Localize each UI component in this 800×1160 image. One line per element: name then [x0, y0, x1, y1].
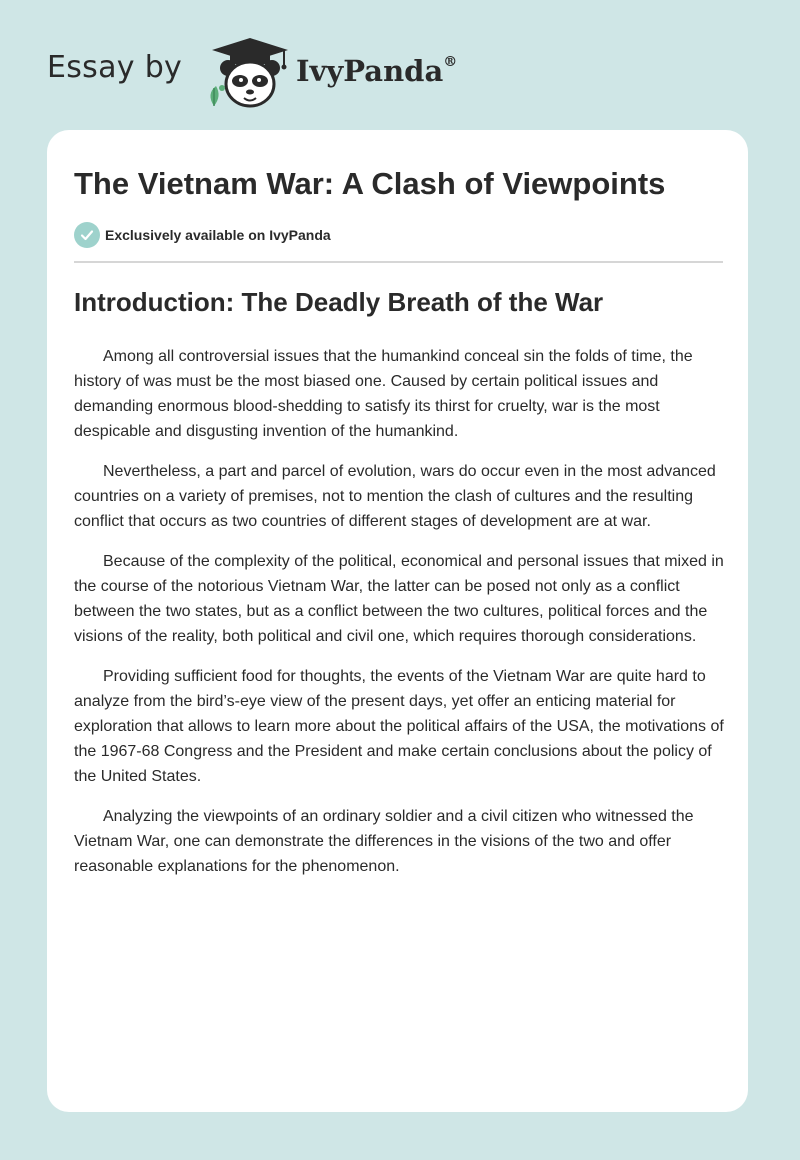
brand-name[interactable] — [296, 54, 457, 88]
paragraph: Analyzing the viewpoints of an ordinary soldier and a civil citizen who witnessed the Vietnam War, one can demonstrate the differences in the visions of the two and offer reasonable explanations for the phenomenon. — [74, 808, 694, 875]
section-heading: Introduction: The Deadly Breath of the War — [74, 287, 604, 317]
page-title: The Vietnam War: A Clash of Viewpoints — [74, 166, 666, 201]
essay-card — [47, 130, 748, 1112]
site-header — [0, 0, 800, 130]
essay-by-label: Essay by — [47, 50, 183, 85]
check-circle-icon — [74, 222, 100, 248]
paragraph: Providing sufficient food for thoughts, the events of the Vietnam War are quite hard to analyze from the bird’s-eye view of the present days, yet offer an enticing material for exploration that allows to learn more about the political affairs of the USA, the motivations of the 1967-68 Congress and the President and make certain conclusions about the policy of the United States. — [74, 668, 724, 785]
paragraph: Among all controversial issues that the humankind conceal sin the folds of time, the history of was must be the most biased one. Caused by certain political issues and demanding enormous blood-shedding to satisfy its thirst for cruelty, war is the most despicable and disgusting invention of the humankind. — [74, 348, 693, 440]
divider — [74, 261, 723, 263]
exclusive-badge-label: Exclusively available on IvyPanda — [105, 227, 331, 243]
registered-mark: ® — [443, 54, 458, 71]
paragraph: Nevertheless, a part and parcel of evolution, wars do occur even in the most advanced countries on a variety of premises, not to mention the clash of cultures and the resulting conflict that occurs as two countries of different stages of development are at war. — [74, 463, 716, 530]
panda-graduate-icon[interactable] — [200, 36, 300, 110]
paragraph: Because of the complexity of the political, economical and personal issues that mixed in the course of the notorious Vietnam War, the latter can be posed not only as a conflict between the two states, but as a conflict between the two cultures, political forces and the visions of the reality, both political and civil one, which requires thorough considerations. — [74, 553, 724, 645]
exclusive-badge — [74, 222, 331, 248]
essay-body — [74, 344, 734, 894]
brand-name-text: IvyPanda — [296, 54, 444, 88]
